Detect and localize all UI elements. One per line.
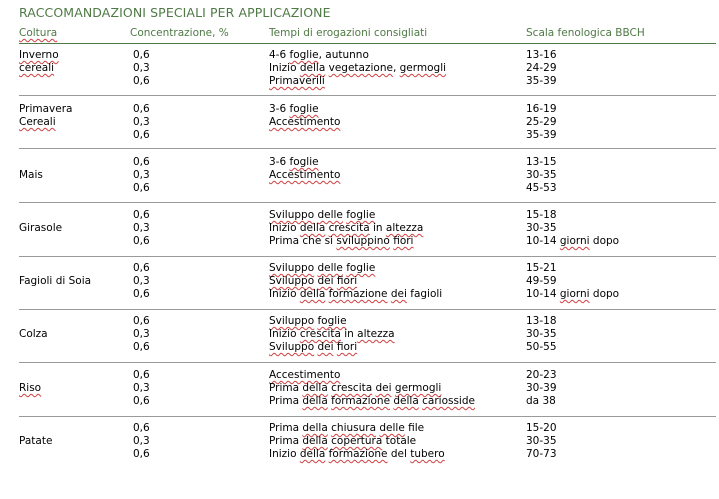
bbch-value: 30-35 xyxy=(526,435,557,447)
crop-name: Cereali xyxy=(19,116,56,128)
concentration-value: 0,6 xyxy=(133,49,150,61)
timing-value: Prima della chiusura delle file xyxy=(269,422,425,434)
bbch-value: 49-59 xyxy=(526,275,557,287)
timing-value: Inizio della formazione dei fagioli xyxy=(269,288,443,300)
concentration-value: 0,6 xyxy=(133,235,150,247)
bbch-value: 30-35 xyxy=(526,328,557,340)
concentration-value: 0,3 xyxy=(133,275,150,287)
timing-value: Sviluppo foglie xyxy=(269,315,347,327)
header-bbch: Scala fenologica BBCH xyxy=(526,27,645,39)
bbch-value: 70-73 xyxy=(526,448,557,460)
header-concentration: Concentrazione, % xyxy=(130,27,229,39)
concentration-value: 0,6 xyxy=(133,182,150,194)
concentration-value: 0,6 xyxy=(133,156,150,168)
header-crop: Coltura xyxy=(19,27,58,39)
bbch-value: 13-15 xyxy=(526,156,557,168)
crop-name: Colza xyxy=(19,328,48,340)
group-separator xyxy=(19,95,716,96)
bbch-value: 25-29 xyxy=(526,116,557,128)
crop-group xyxy=(0,262,719,302)
timing-value: Inizio della crescita in altezza xyxy=(269,222,424,234)
concentration-value: 0,6 xyxy=(133,209,150,221)
concentration-value: 0,3 xyxy=(133,62,150,74)
header-separator xyxy=(19,43,716,44)
timing-value: Accestimento xyxy=(269,116,341,128)
crop-group xyxy=(0,422,719,462)
concentration-value: 0,6 xyxy=(133,103,150,115)
timing-value: Sviluppo dei fiori xyxy=(269,341,358,353)
concentration-value: 0,6 xyxy=(133,262,150,274)
bbch-value: 30-35 xyxy=(526,222,557,234)
crop-group xyxy=(0,369,719,409)
timing-value: Sviluppo dei fiori xyxy=(269,275,358,287)
timing-value: Prima della copertura totale xyxy=(269,435,417,447)
bbch-value: 24-29 xyxy=(526,62,557,74)
group-separator xyxy=(19,202,716,203)
group-separator xyxy=(19,256,716,257)
timing-value: Accestimento xyxy=(269,169,341,181)
concentration-value: 0,6 xyxy=(133,129,150,141)
timing-value: Prima della formazione della cariosside xyxy=(269,395,475,407)
concentration-value: 0,3 xyxy=(133,382,150,394)
bbch-value: 10-14 giorni dopo xyxy=(526,235,620,247)
group-separator xyxy=(19,148,716,149)
timing-value: 4-6 foglie, autunno xyxy=(269,49,369,61)
page-title: RACCOMANDAZIONI SPECIALI PER APPLICAZIONE xyxy=(19,5,331,20)
timing-value: Prima della crescita dei germogli xyxy=(269,382,442,394)
group-separator xyxy=(19,362,716,363)
concentration-value: 0,6 xyxy=(133,288,150,300)
crop-group xyxy=(0,315,719,355)
crop-name: Fagioli di Soia xyxy=(19,275,92,287)
bbch-value: 10-14 giorni dopo xyxy=(526,288,620,300)
crop-group xyxy=(0,209,719,249)
crop-group xyxy=(0,103,719,143)
bbch-value: 15-20 xyxy=(526,422,557,434)
bbch-value: 13-16 xyxy=(526,49,557,61)
header-timing: Tempi di erogazioni consigliati xyxy=(269,27,428,39)
table-header xyxy=(0,27,719,43)
bbch-value: 13-18 xyxy=(526,315,557,327)
crop-name: Mais xyxy=(19,169,43,181)
timing-value: Inizio della vegetazione, germogli xyxy=(269,62,447,74)
concentration-value: 0,6 xyxy=(133,75,150,87)
concentration-value: 0,6 xyxy=(133,315,150,327)
group-separator xyxy=(19,416,716,417)
group-separator xyxy=(19,309,716,310)
concentration-value: 0,6 xyxy=(133,448,150,460)
concentration-value: 0,6 xyxy=(133,395,150,407)
concentration-value: 0,6 xyxy=(133,422,150,434)
crop-name: Primavera xyxy=(19,103,73,115)
concentration-value: 0,3 xyxy=(133,435,150,447)
timing-value: Prima che si sviluppino fiori xyxy=(269,235,414,247)
concentration-value: 0,6 xyxy=(133,369,150,381)
crop-group xyxy=(0,49,719,89)
crop-name: Patate xyxy=(19,435,53,447)
bbch-value: 35-39 xyxy=(526,75,557,87)
bbch-value: 15-21 xyxy=(526,262,557,274)
bbch-value: 50-55 xyxy=(526,341,557,353)
bbch-value: 30-35 xyxy=(526,169,557,181)
crop-name: Inverno xyxy=(19,49,59,61)
concentration-value: 0,3 xyxy=(133,328,150,340)
concentration-value: 0,3 xyxy=(133,116,150,128)
concentration-value: 0,6 xyxy=(133,341,150,353)
timing-value: Accestimento xyxy=(269,369,341,381)
timing-value: Sviluppo delle foglie xyxy=(269,209,376,221)
timing-value: Inizio della formazione del tubero xyxy=(269,448,445,460)
timing-value: 3-6 foglie xyxy=(269,103,319,115)
bbch-value: da 38 xyxy=(526,395,556,407)
bbch-value: 45-53 xyxy=(526,182,557,194)
bbch-value: 15-18 xyxy=(526,209,557,221)
crop-name: Girasole xyxy=(19,222,63,234)
crop-name: Riso xyxy=(19,382,42,394)
bbch-value: 16-19 xyxy=(526,103,557,115)
bbch-value: 30-39 xyxy=(526,382,557,394)
concentration-value: 0,3 xyxy=(133,169,150,181)
crop-name: cereali xyxy=(19,62,55,74)
bbch-value: 35-39 xyxy=(526,129,557,141)
bbch-value: 20-23 xyxy=(526,369,557,381)
timing-value: Primaverili xyxy=(269,75,325,87)
crop-group xyxy=(0,156,719,196)
timing-value: 3-6 foglie xyxy=(269,156,319,168)
timing-value: Sviluppo delle foglie xyxy=(269,262,376,274)
concentration-value: 0,3 xyxy=(133,222,150,234)
timing-value: Inizio crescita in altezza xyxy=(269,328,395,340)
